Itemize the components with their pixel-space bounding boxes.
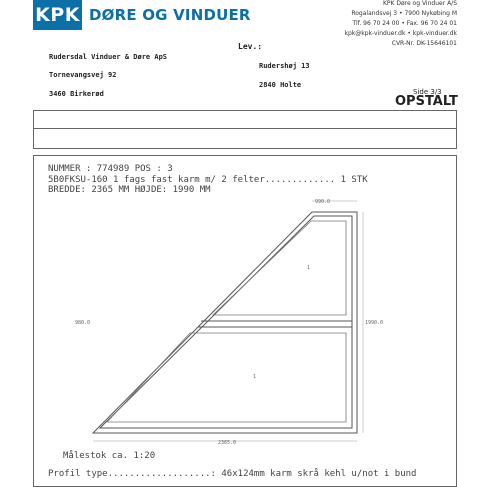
delivery-street: Rudershøj 13 bbox=[259, 62, 310, 70]
profile-type: Profil type...................: 46x124mm karm skrå kehl u/not i bund bbox=[48, 469, 417, 479]
customer-name: Rudersdal Vinduer & Døre ApS bbox=[49, 53, 168, 61]
company-line: KPK Døre og Vinduer A/S bbox=[382, 0, 457, 7]
spec-line-3: BREDDE: 2365 MM HØJDE: 1990 MM bbox=[48, 185, 211, 195]
company-line: kpk@kpk-vinduer.dk • kpk-vinduer.dk bbox=[344, 30, 457, 37]
company-line: Rogalandsvej 3 • 7900 Nykøbing M bbox=[351, 10, 457, 17]
spec-line-1: NUMMER : 774989 POS : 3 bbox=[48, 164, 173, 174]
dim-right-height: 1990.0 bbox=[365, 320, 384, 326]
customer-city: 3460 Birkerød bbox=[49, 90, 104, 98]
kpk-logo: KPK bbox=[33, 0, 82, 30]
scale-label: Målestok ca. 1:20 bbox=[63, 451, 156, 461]
dim-left-height: 980.0 bbox=[75, 320, 91, 326]
dim-top-width: 990.0 bbox=[315, 199, 331, 205]
brand-name: DØRE OG VINDUER bbox=[89, 6, 251, 24]
spec-line-2: 5B0FKSU-160 1 fags fast karm m/ 2 felter............. 1 STK bbox=[48, 175, 368, 185]
delivery-label: Lev.: bbox=[238, 42, 263, 51]
dim-bottom-width: 2365.0 bbox=[218, 440, 237, 446]
delivery-city: 2840 Holte bbox=[259, 81, 302, 89]
company-line: CVR-Nr. DK-15646101 bbox=[391, 40, 457, 47]
page-number: Side 3/3 bbox=[413, 88, 442, 96]
company-line: Tlf. 96 70 24 00 • Fax. 96 70 24 01 bbox=[352, 20, 457, 27]
customer-street: Tornevangsvej 92 bbox=[49, 71, 117, 79]
page-title: OPSTALT bbox=[395, 94, 458, 109]
lower-pane-label: 1 bbox=[253, 374, 257, 380]
upper-pane-label: 1 bbox=[307, 265, 311, 271]
